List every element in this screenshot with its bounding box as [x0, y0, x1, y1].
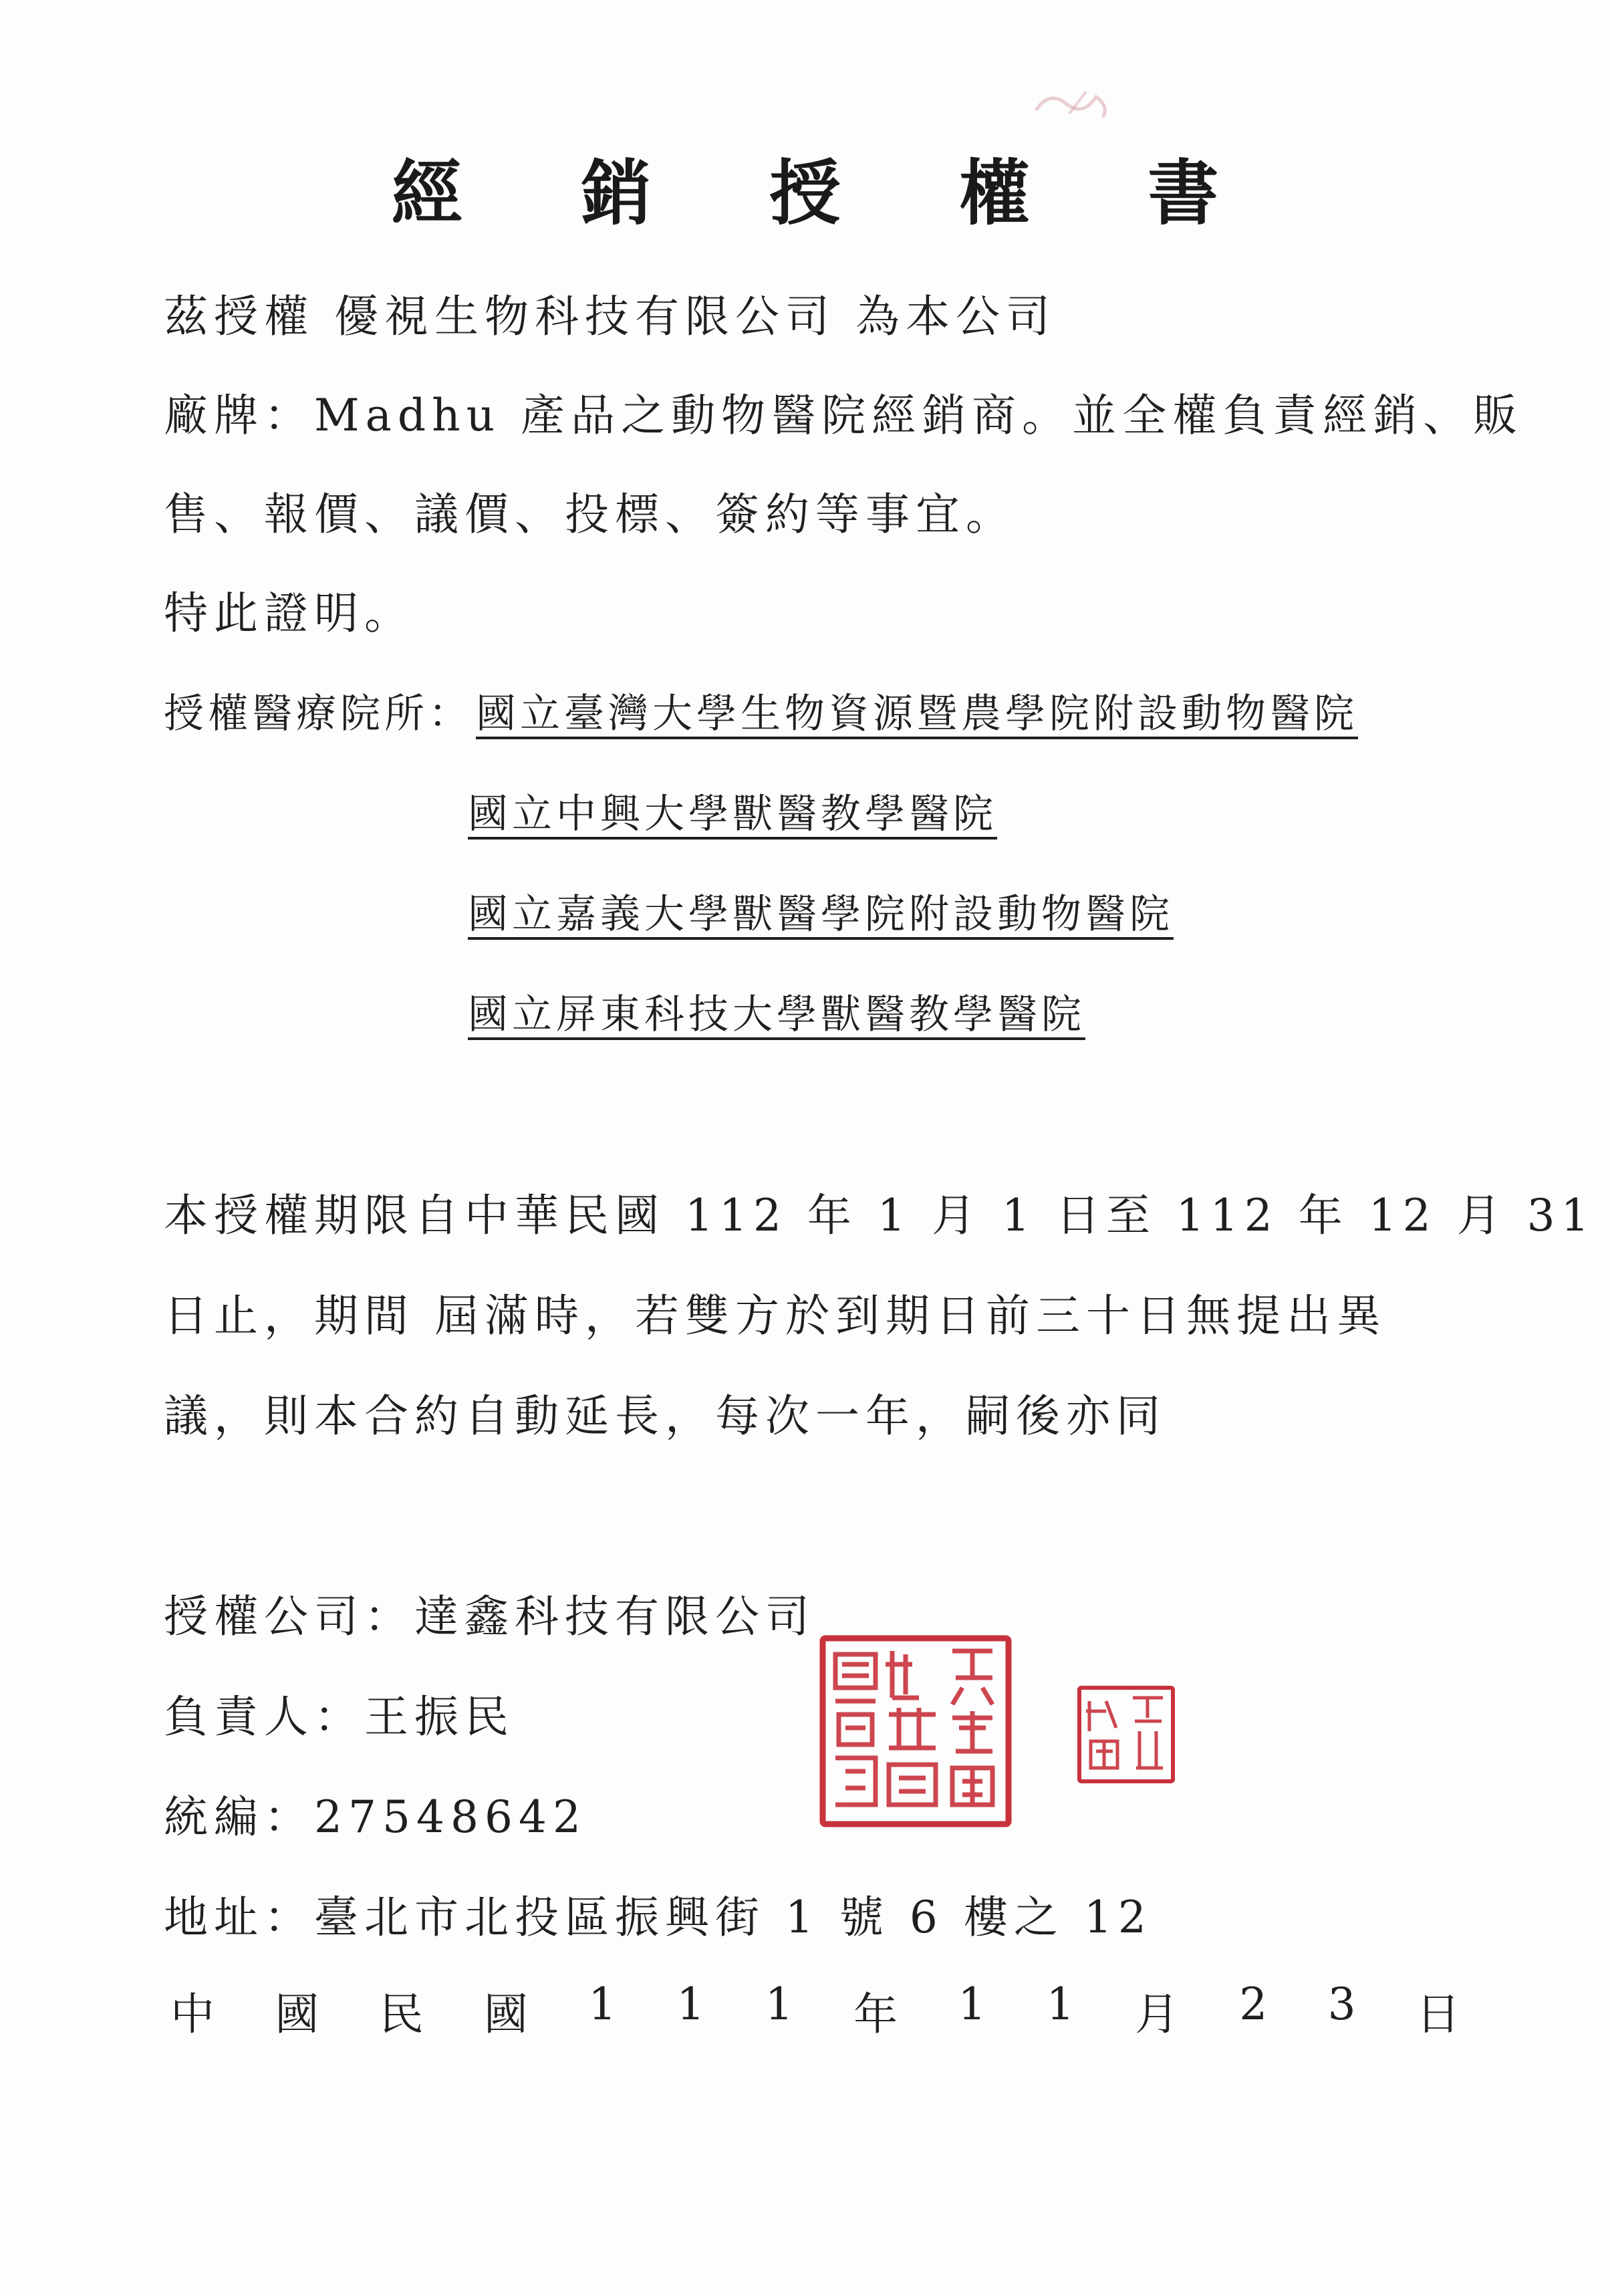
date-part: 民 [379, 1989, 424, 2040]
document-title: 經 銷 授 權 書 [391, 151, 1266, 235]
date-part: 月 [1134, 1989, 1179, 2040]
ink-blot-mark [1029, 84, 1116, 124]
date-part: 1 [676, 1979, 705, 2030]
intro-line-4: 特此證明。 [164, 588, 414, 639]
date-part: 中 [170, 1989, 215, 2040]
intro-line-1: 茲授權 優視生物科技有限公司 為本公司 [164, 291, 1056, 342]
date-part: 1 [588, 1979, 617, 2030]
hospital-item: 國立臺灣大學生物資源暨農學院附設動物醫院 [476, 690, 1358, 737]
intro-line-2: 廠牌：Madhu 產品之動物醫院經銷商。並全權負責經銷、販 [164, 390, 1524, 441]
hospital-item: 國立屏東科技大學獸醫教學醫院 [468, 991, 1085, 1038]
intro-line-3: 售、報價、議價、投標、簽約等事宜。 [164, 489, 1016, 540]
term-line-2: 日止，期間 屆滿時，若雙方於到期日前三十日無提出異 [164, 1290, 1387, 1342]
term-line-1: 本授權期限自中華民國 112 年 1 月 1 日至 112 年 12 月 31 [164, 1190, 1595, 1241]
date-part: 1 [765, 1979, 793, 2030]
company-name-line: 授權公司：達鑫科技有限公司 [164, 1591, 815, 1642]
document-date [170, 1979, 1460, 2042]
owner-seal-stamp [1076, 1684, 1176, 1785]
date-part: 國 [483, 1989, 528, 2040]
date-part: 國 [275, 1989, 319, 2040]
company-tax-id-line: 統編：27548642 [164, 1791, 587, 1843]
company-seal-stamp [819, 1634, 1013, 1828]
date-part: 1 [1046, 1979, 1075, 2030]
date-part: 1 [958, 1979, 986, 2030]
company-owner-line: 負責人：王振民 [164, 1691, 515, 1743]
hospital-item: 國立中興大學獸醫教學醫院 [468, 791, 997, 838]
date-part: 年 [853, 1989, 898, 2040]
company-address-line: 地址：臺北市北投區振興街 1 號 6 樓之 12 [164, 1892, 1152, 1943]
date-part: 3 [1327, 1979, 1356, 2030]
term-line-3: 議，則本合約自動延長，每次一年，嗣後亦同 [164, 1390, 1166, 1442]
hospitals-label: 授權醫療院所： [164, 690, 473, 737]
date-part: 日 [1416, 1989, 1460, 2040]
date-part: 2 [1239, 1979, 1268, 2030]
hospital-item: 國立嘉義大學獸醫學院附設動物醫院 [468, 891, 1174, 938]
